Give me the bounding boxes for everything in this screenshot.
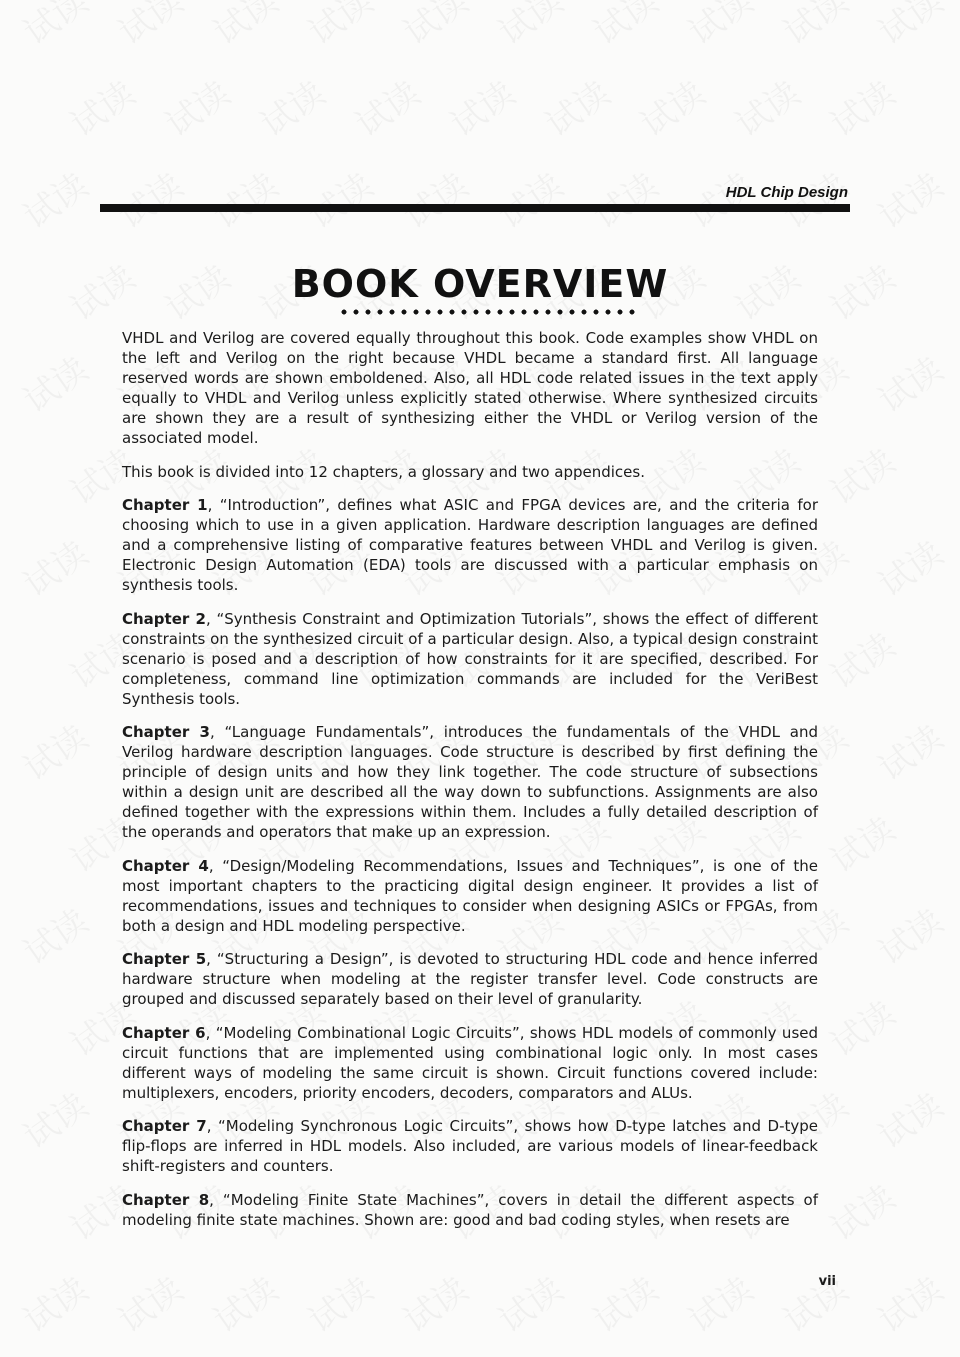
paragraph-chapter-6 (122, 1023, 818, 1103)
watermark-text (12, 159, 96, 238)
paragraph-text: , “Introduction”, defines what ASIC and FPGA devices are, and the criteria for choosing which to use in a given application. Hardware description languages are defined and a comprehensive listing of comparative features between VHDL and Verilog is given. Electronic Design Automation (EDA) tools are discussed with a particular emphasis on synthesis tools. (122, 496, 819, 594)
watermark-text (487, 1263, 571, 1342)
watermark-text (819, 435, 903, 514)
chapter-label: Chapter 1 (122, 496, 208, 514)
watermark-text (392, 159, 476, 238)
watermark-text (677, 1263, 761, 1342)
watermark-text (867, 159, 951, 238)
watermark-text (12, 343, 96, 422)
watermark-text (12, 1263, 96, 1342)
watermark-text (59, 67, 143, 146)
chapter-label: Chapter 6 (122, 1023, 206, 1042)
chapter-label: Chapter 4 (122, 856, 209, 875)
watermark-text (154, 67, 238, 146)
watermark-text (297, 1263, 381, 1342)
watermark-text (439, 67, 523, 146)
paragraph-chapter-7 (122, 1116, 818, 1176)
watermark-text (202, 1263, 286, 1342)
watermark-text (249, 67, 333, 146)
chapter-label: Chapter 8 (122, 1190, 210, 1209)
watermark-text (487, 0, 571, 54)
paragraph-text: , “Language Fundamentals”, introduces the fundamentals of the VHDL and Verilog hardware description languages. Code structure is described by first defining the principle of design units and how they link together. The code structure of subsections within a design unit are described all the way down to subfunctions. Assignments are also defined together with the expressions within them. Includes a fully detailed description of the operands and operators that make up an expression. (122, 723, 818, 841)
watermark-text (867, 1263, 951, 1342)
paragraph-text: VHDL and Verilog are covered equally throughout this book. Code examples show VHDL on the left and Verilog on the right because VHDL became a standard first. All language reserved words are shown emboldened. Also, all HDL code related issues in the text apply equally to VHDL and Verilog unless explicitly stated otherwise. Where synthesized circuits are shown they are a result of synthesizing either the VHDL or Verilog version of the associated model. (122, 329, 818, 447)
watermark-text (582, 0, 666, 54)
header-rule (100, 204, 850, 212)
paragraph-chapter-2 (122, 609, 818, 709)
watermark-text (107, 1263, 191, 1342)
page-title: BOOK OVERVIEW (291, 262, 669, 306)
watermark-text (819, 67, 903, 146)
watermark-text (12, 1079, 96, 1158)
watermark-text (392, 1263, 476, 1342)
watermark-text (724, 67, 808, 146)
paragraph-text: This book is divided into 12 chapters, a glossary and two appendices. (122, 462, 645, 481)
paragraph-chapter-1 (122, 495, 818, 595)
watermark-text (867, 895, 951, 974)
watermark-text (12, 0, 96, 54)
paragraph-text: , “Modeling Finite State Machines”, covers in detail the different aspects of modeling finite state machines. Shown are: good and bad coding styles, when resets are (122, 1190, 818, 1229)
paragraph-text: , “Synthesis Constraint and Optimization Tutorials”, shows the effect of different constraints on the synthesized circuit of a particular design. Also, a typical design constraint scenario is posed and a description of how constraints for it are specified, described. For completeness, command line optimization commands are included for the VeriBest Synthesis tools. (122, 609, 819, 708)
watermark-text (867, 527, 951, 606)
paragraph-intro (122, 328, 818, 448)
watermark-text (12, 711, 96, 790)
watermark-text (392, 0, 476, 54)
watermark-text (344, 67, 428, 146)
watermark-text (107, 159, 191, 238)
watermark-text (107, 0, 191, 54)
watermark-text (819, 619, 903, 698)
watermark-text (867, 1079, 951, 1158)
watermark-text (202, 0, 286, 54)
paragraph-text: , “Modeling Combinational Logic Circuits”, shows HDL models of commonly used circuit functions that are implemented using combinational logic only. In most cases different ways of modeling the same circuit is shown. Circuit functions covered include: multiplexers, encoders, priority encoders, decoders, comparators and ALUs. (122, 1023, 819, 1102)
body-text (122, 328, 818, 1243)
paragraph-text: , “Design/Modeling Recommendations, Issues and Techniques”, is one of the most important chapters to the practicing digital design engineer. It provides a list of recommendations, issues and techniques to consider when designing ASICs or FPGAs, from both a design and HDL modeling perspective. (122, 856, 818, 935)
watermark-text (772, 1263, 856, 1342)
watermark-text (202, 159, 286, 238)
watermark-text (582, 159, 666, 238)
watermark-text (297, 0, 381, 54)
watermark-text (534, 67, 618, 146)
chapter-label: Chapter 3 (122, 723, 210, 741)
paragraph-chapter-3 (122, 722, 818, 842)
running-head: HDL Chip Design (725, 184, 848, 201)
watermark-text (867, 343, 951, 422)
paragraph-chapter-4 (122, 856, 818, 936)
watermark-text (297, 159, 381, 238)
page-number: vii (818, 1274, 836, 1289)
watermark-text (629, 67, 713, 146)
watermark-text (867, 711, 951, 790)
watermark-text (772, 0, 856, 54)
watermark-text (867, 0, 951, 54)
watermark-text (12, 527, 96, 606)
watermark-text (487, 159, 571, 238)
watermark-text (677, 0, 761, 54)
watermark-text (582, 1263, 666, 1342)
chapter-label: Chapter 7 (122, 1117, 207, 1135)
chapter-label: Chapter 2 (122, 609, 206, 628)
title-dot-rule (338, 308, 638, 316)
chapter-label: Chapter 5 (122, 950, 207, 968)
watermark-text (12, 895, 96, 974)
watermark-text (819, 987, 903, 1066)
watermark-text (819, 1171, 903, 1250)
paragraph-structure (122, 462, 818, 482)
paragraph-chapter-8 (122, 1190, 818, 1230)
paragraph-chapter-5 (122, 949, 818, 1009)
paragraph-text: , “Modeling Synchronous Logic Circuits”, shows how D-type latches and D-type flip-flops are inferred in HDL models. Also included, are various models of linear-feedback shift-registers and counters. (122, 1117, 818, 1175)
watermark-text (819, 803, 903, 882)
paragraph-text: , “Structuring a Design”, is devoted to structuring HDL code and hence inferred hardware structure when modeling at the register transfer level. Code constructs are grouped and discussed separately based on their level of granularity. (122, 950, 818, 1008)
